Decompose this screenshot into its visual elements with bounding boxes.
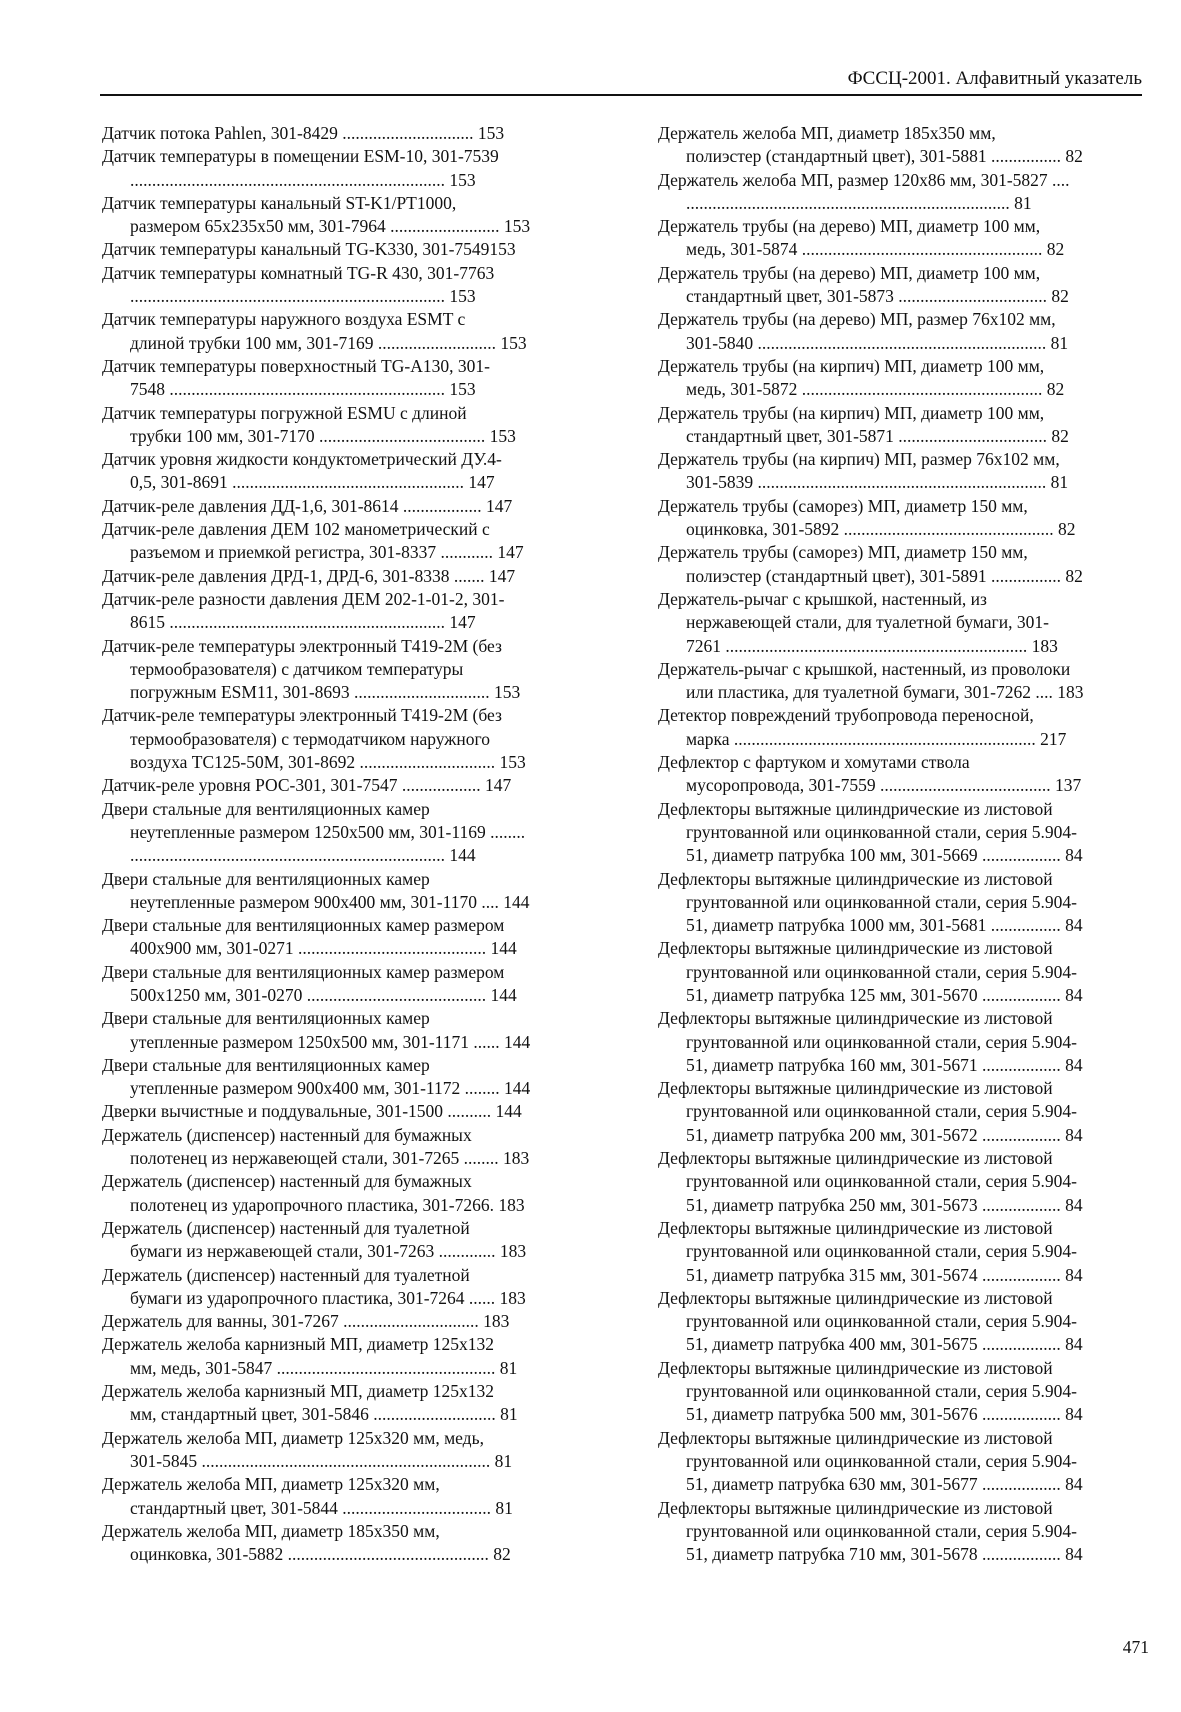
index-entry: Датчик потока Pahlen, 301-8429 .............................. 153 bbox=[102, 123, 505, 143]
index-entry: Дверки вычистные и поддувальные, 301-1500 .......... 144 bbox=[102, 1101, 522, 1122]
index-entry: Держатель трубы (на кирпич) МП, диаметр 100 мм, стандартный цвет, 301-5871 .................................. 82 bbox=[658, 402, 1069, 446]
index-entry: Держатель трубы (на дерево) МП, диаметр 100 мм, медь, 301-5874 ....................................................... 82 bbox=[658, 216, 1065, 260]
index-column-left bbox=[102, 122, 589, 1566]
index-entry: Датчик температуры поверхностный TG-A130, 301- 7548 ............................................................... 153 bbox=[102, 355, 490, 400]
index-entry: Дефлекторы вытяжные цилиндрические из листовой грунтованной или оцинкованной стали, серия 5.904- 51, диаметр патрубка 200 мм, 301-5672 .................. 84 bbox=[658, 1078, 1083, 1145]
index-entry: Держатель (диспенсер) настенный для туалетной бумаги из нержавеющей стали, 301-7263 ............. 183 bbox=[102, 1217, 527, 1262]
index-entry: Датчик-реле уровня РОС-301, 301-7547 .................. 147 bbox=[102, 775, 512, 796]
index-entry: Дефлекторы вытяжные цилиндрические из листовой грунтованной или оцинкованной стали, серия 5.904- 51, диаметр патрубка 315 мм, 301-5674 .................. 84 bbox=[658, 1217, 1083, 1285]
index-entry: Двери стальные для вентиляционных камер неутепленные размером 1250x500 мм, 301-1169 ........ ........................................................................ 144 bbox=[102, 798, 526, 866]
index-entry: Держатель трубы (на кирпич) МП, размер 76x102 мм, 301-5839 .................................................................. 81 bbox=[658, 449, 1069, 493]
index-entry: Держатель для ванны, 301-7267 ............................... 183 bbox=[102, 1311, 510, 1332]
index-entry: Датчик температуры наружного воздуха ESMT с длиной трубки 100 мм, 301-7169 ........................... 153 bbox=[102, 309, 527, 353]
index-entry: Держатель (диспенсер) настенный для бумажных полотенец из нержавеющей стали, 301-7265 ........ 183 bbox=[102, 1124, 530, 1169]
index-entry: Держатель желоба МП, размер 120x86 мм, 301-5827 .... .......................................................................... 81 bbox=[658, 169, 1070, 213]
index-entry: Держатель (диспенсер) настенный для бумажных полотенец из ударопрочного пластика, 301-7266. 183 bbox=[102, 1171, 525, 1215]
page-header bbox=[100, 68, 1142, 96]
index-entry: Датчик-реле разности давления ДЕМ 202-1-01-2, 301- 8615 ............................................................... 147 bbox=[102, 588, 505, 633]
index-entry: Датчик температуры канальный TG-K330, 301-7549153 bbox=[102, 239, 516, 260]
index-entry: Датчик температуры канальный ST-K1/PT1000, размером 65x235x50 мм, 301-7964 ......................... 153 bbox=[102, 192, 531, 237]
index-entry: Двери стальные для вентиляционных камер неутепленные размером 900x400 мм, 301-1170 .... 144 bbox=[102, 868, 530, 912]
index-entry: Дефлекторы вытяжные цилиндрические из листовой грунтованной или оцинкованной стали, серия 5.904- 51, диаметр патрубка 1000 мм, 301-5681 ................ 84 bbox=[658, 868, 1083, 936]
index-entry: Держатель трубы (саморез) МП, диаметр 150 мм, оцинковка, 301-5892 ................................................ 82 bbox=[658, 495, 1076, 540]
index-entry: Держатель-рычаг с крышкой, настенный, из проволоки или пластика, для туалетной бумаги, 301-7262 .... 183 bbox=[658, 658, 1084, 703]
index-entry: Держатель желоба МП, диаметр 125x320 мм, стандартный цвет, 301-5844 .................................. 81 bbox=[102, 1474, 513, 1518]
running-title: ФССЦ-2001. Алфавитный указатель bbox=[847, 68, 1142, 89]
index-entry: Держатель желоба МП, диаметр 185x350 мм, полиэстер (стандартный цвет), 301-5881 ................ 82 bbox=[658, 123, 1083, 167]
index-entry: Держатель трубы (саморез) МП, диаметр 150 мм, полиэстер (стандартный цвет), 301-5891 ................ 82 bbox=[658, 542, 1083, 586]
index-entry: Датчик-реле давления ДЕМ 102 манометрический с разъемом и приемкой регистра, 301-8337 ............ 147 bbox=[102, 519, 524, 563]
index-entry: Датчик температуры комнатный TG-R 430, 301-7763 ........................................................................ 153 bbox=[102, 262, 495, 307]
index-entry: Держатель желоба МП, диаметр 185x350 мм, оцинковка, 301-5882 .............................................. 82 bbox=[102, 1520, 511, 1565]
index-entry: Дефлекторы вытяжные цилиндрические из листовой грунтованной или оцинкованной стали, серия 5.904- 51, диаметр патрубка 100 мм, 301-5669 .................. 84 bbox=[658, 798, 1083, 866]
index-entry: Дефлекторы вытяжные цилиндрические из листовой грунтованной или оцинкованной стали, серия 5.904- 51, диаметр патрубка 160 мм, 301-5671 .................. 84 bbox=[658, 1008, 1083, 1075]
index-entry: Датчик-реле температуры электронный Т419-2М (без термообразователя) с термодатчиком наружного воздуха ТС125-50М, 301-8692 ............................... 153 bbox=[102, 705, 526, 773]
index-entry: Дефлекторы вытяжные цилиндрические из листовой грунтованной или оцинкованной стали, серия 5.904- 51, диаметр патрубка 630 мм, 301-5677 .................. 84 bbox=[658, 1427, 1083, 1495]
index-entry: Датчик-реле давления ДРД-1, ДРД-6, 301-8338 ....... 147 bbox=[102, 565, 516, 586]
index-entry: Дефлекторы вытяжные цилиндрические из листовой грунтованной или оцинкованной стали, серия 5.904- 51, диаметр патрубка 500 мм, 301-5676 .................. 84 bbox=[658, 1357, 1083, 1425]
index-entry: Дефлекторы вытяжные цилиндрические из листовой грунтованной или оцинкованной стали, серия 5.904- 51, диаметр патрубка 710 мм, 301-5678 .................. 84 bbox=[658, 1497, 1083, 1565]
index-entry: Дефлектор с фартуком и хомутами ствола мусоропровода, 301-7559 ....................................... 137 bbox=[658, 752, 1082, 796]
index-entry: Дефлекторы вытяжные цилиндрические из листовой грунтованной или оцинкованной стали, серия 5.904- 51, диаметр патрубка 125 мм, 301-5670 .................. 84 bbox=[658, 938, 1083, 1005]
index-entry: Датчик температуры в помещении ESM-10, 301-7539 ........................................................................ 153 bbox=[102, 146, 499, 190]
index-entry: Держатель желоба МП, диаметр 125x320 мм, медь, 301-5845 .................................................................. 81 bbox=[102, 1427, 513, 1471]
index-entry: Датчик уровня жидкости кондуктометрический ДУ.4- 0,5, 301-8691 ..................................................... 147 bbox=[102, 449, 502, 493]
index-entry: Датчик-реле температуры электронный Т419-2М (без термообразователя) с датчиком температуры погружным ESM11, 301-8693 ............................... 153 bbox=[102, 635, 521, 703]
index-entry: Дефлекторы вытяжные цилиндрические из листовой грунтованной или оцинкованной стали, серия 5.904- 51, диаметр патрубка 250 мм, 301-5673 .................. 84 bbox=[658, 1148, 1083, 1215]
index-entry: Двери стальные для вентиляционных камер размером 500x1250 мм, 301-0270 ......................................... 144 bbox=[102, 961, 517, 1005]
index-entry: Датчик температуры погружной ESMU с длиной трубки 100 мм, 301-7170 ...................................... 153 bbox=[102, 402, 516, 446]
index-entry: Держатель желоба карнизный МП, диаметр 125x132 мм, стандартный цвет, 301-5846 ............................ 81 bbox=[102, 1381, 518, 1425]
index-entry: Дефлекторы вытяжные цилиндрические из листовой грунтованной или оцинкованной стали, серия 5.904- 51, диаметр патрубка 400 мм, 301-5675 .................. 84 bbox=[658, 1287, 1083, 1355]
index-entry: Держатель трубы (на дерево) МП, диаметр 100 мм, стандартный цвет, 301-5873 .................................. 82 bbox=[658, 262, 1069, 307]
page-number: 471 bbox=[1122, 1637, 1149, 1657]
index-entry: Двери стальные для вентиляционных камер размером 400x900 мм, 301-0271 ........................................... 144 bbox=[102, 915, 517, 959]
index-entry: Двери стальные для вентиляционных камер утепленные размером 1250x500 мм, 301-1171 ...... 144 bbox=[102, 1008, 531, 1052]
index-entry: Держатель-рычаг с крышкой, настенный, из нержавеющей стали, для туалетной бумаги, 301- 7261 ..................................................................... 183 bbox=[658, 588, 1058, 656]
index-entry: Держатель трубы (на кирпич) МП, диаметр 100 мм, медь, 301-5872 ....................................................... 82 bbox=[658, 355, 1065, 400]
index-column-right bbox=[658, 122, 1145, 1566]
index-entry: Детектор повреждений трубопровода переносной, марка ..................................................................... 217 bbox=[658, 705, 1067, 749]
index-entry: Держатель (диспенсер) настенный для туалетной бумаги из ударопрочного пластика, 301-7264 ...... 183 bbox=[102, 1264, 526, 1308]
index-entry: Держатель трубы (на дерево) МП, размер 76x102 мм, 301-5840 .................................................................. 81 bbox=[658, 309, 1069, 353]
index-entry: Держатель желоба карнизный МП, диаметр 125x132 мм, медь, 301-5847 .................................................. 81 bbox=[102, 1334, 518, 1378]
index-entry: Датчик-реле давления ДД-1,6, 301-8614 .................. 147 bbox=[102, 495, 513, 516]
index-entry: Двери стальные для вентиляционных камер утепленные размером 900x400 мм, 301-1172 ........ 144 bbox=[102, 1054, 531, 1099]
